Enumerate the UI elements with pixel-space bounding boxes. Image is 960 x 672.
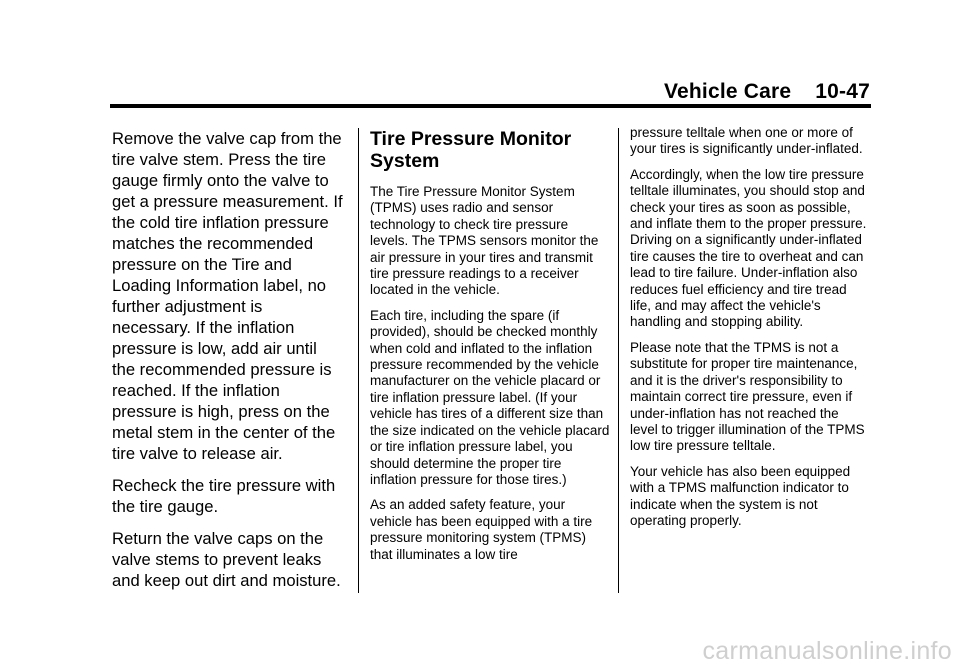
paragraph: pressure telltale when one or more of your tires is significantly under-inflated. bbox=[630, 125, 863, 157]
paragraph: As an added safety feature, your vehicle has been equipped with a tire pressure monitoring system (TPMS) that illuminates a low tire bbox=[370, 497, 593, 562]
paragraph: Accordingly, when the low tire pressure telltale illuminates, you should stop and check your tires as soon as possible, and inflate them to the proper pressure. Driving on a significantly under-inflated tire causes the tire to overheat and can lead to tire failure. Under-inflation also reduces fuel efficiency and tire tread life, and may affect the vehicle's handling and stopping ability. bbox=[630, 166, 867, 330]
page-number: 10-47 bbox=[815, 80, 870, 103]
paragraph: Remove the valve cap from the tire valve stem. Press the tire gauge firmly onto the valve to get a pressure measurement. If the cold tire inflation pressure matches the recommended pressure on the Tire and Loading Information label, no further adjustment is necessary. If the inflation pressure is low, add air until the recommended pressure is reached. If the inflation pressure is high, press on the metal stem in the center of the tire valve to release air. bbox=[112, 129, 343, 463]
paragraph: Please note that the TPMS is not a substitute for proper tire maintenance, and it is the driver's responsibility to maintain correct tire pressure, even if under-inflation has not reached the level to trigger illumination of the TPMS low tire pressure telltale. bbox=[630, 339, 865, 454]
column-divider bbox=[358, 128, 359, 593]
paragraph: Return the valve caps on the valve stems to prevent leaks and keep out dirt and moisture. bbox=[112, 529, 341, 590]
paragraph: Your vehicle has also been equipped with a TPMS malfunction indicator to indicate when the system is not operating properly. bbox=[630, 463, 851, 528]
column-divider bbox=[618, 128, 619, 593]
column-left bbox=[112, 128, 344, 602]
paragraph: Recheck the tire pressure with the tire gauge. bbox=[112, 476, 336, 516]
column-middle bbox=[370, 128, 610, 572]
header-rule bbox=[110, 104, 871, 108]
page-header bbox=[664, 80, 870, 104]
section-heading: Tire Pressure Monitor System bbox=[370, 128, 572, 172]
paragraph: The Tire Pressure Monitor System (TPMS) uses radio and sensor technology to check tire pressure levels. The TPMS sensors monitor the air pressure in your tires and transmit tire pressure readings to a receiver located in the vehicle. bbox=[370, 184, 599, 298]
paragraph: Each tire, including the spare (if provided), should be checked monthly when cold and inflated to the inflation pressure recommended by the vehicle manufacturer on the vehicle placard or tire inflation pressure label. (If your vehicle has tires of a different size than the size indicated on the vehicle placard or tire inflation pressure label, you should determine the proper tire inflation pressure for those tires.) bbox=[370, 307, 610, 487]
watermark: carmanualsonline.info bbox=[702, 637, 952, 665]
section-title-header: Vehicle Care bbox=[663, 80, 792, 103]
column-right bbox=[630, 125, 870, 538]
